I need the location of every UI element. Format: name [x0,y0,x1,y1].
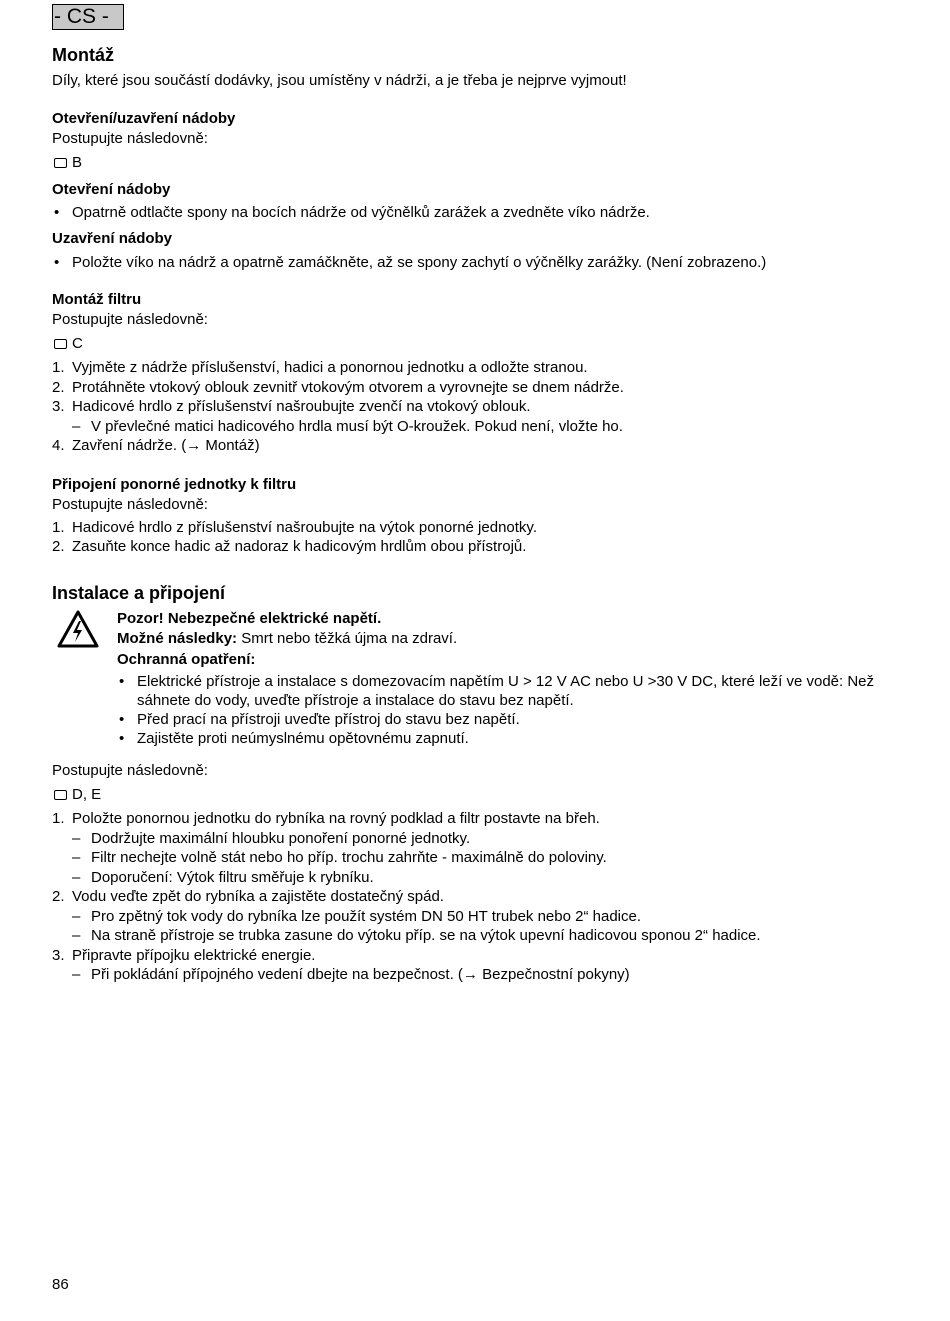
figure-reference [52,153,912,173]
warning-measures-label: Ochranná opatření: [117,650,256,668]
open-container-title: Otevření nádoby [52,181,171,198]
sub-list-item: – Filtr nechejte volně stát nebo ho příp. trochu zahrňte - maximálně do poloviny. [52,848,912,868]
list-item: 4. Zavření nádrže. (→ Montáž) [52,437,260,454]
warning-measures-list [117,672,912,748]
sub-list-item: – Doporučení: Výtok filtru směřuje k rybníku. [52,868,912,888]
list-item: • Položte víko na nádrž a opatrně zamáčkněte, až se spony zachytí o výčnělky zarážky. (Není zobrazeno.) [52,253,912,273]
montaz-intro: Díly, které jsou součástí dodávky, jsou umístěny v nádrži, a je třeba je nejprve vyjmout! [52,72,627,89]
proceed-text: Postupujte následovně: [52,311,208,328]
list-item: 1. Hadicové hrdlo z příslušenství našroubujte na výtok ponorné jednotky. [52,518,537,536]
list-item: 2. Protáhněte vtokový oblouk zevnitř vtokovým otvorem a vyrovnejte se dnem nádrže. [52,378,624,396]
list-item: 1. Položte ponornou jednotku do rybníka na rovný podklad a filtr postavte na břeh. [52,810,600,827]
sub-list-item: – Pro zpětný tok vody do rybníka lze použít systém DN 50 HT trubek nebo 2“ hadice. [52,907,912,927]
list-item: 3. Hadicové hrdlo z příslušenství našroubujte zvenčí na vtokový oblouk. [52,398,531,415]
figure-box-icon [54,158,67,168]
list-item: • Opatrně odtlačte spony na bocích nádrže od výčnělků zarážek a zvedněte víko nádrže. [52,203,912,223]
warning-body [117,609,912,749]
close-container-title: Uzavření nádoby [52,230,173,247]
subsection-title-filter: Montáž filtru [52,291,142,308]
page-number: 86 [52,1276,69,1293]
subsection-title-open-close: Otevření/uzavření nádoby [52,110,236,127]
figure-label: B [72,154,83,171]
figure-reference [52,785,912,805]
warning-box [52,609,912,749]
installation-steps [52,809,912,985]
open-container-list [52,203,912,223]
figure-box-icon [54,339,67,349]
figure-label: C [72,335,83,352]
list-item: • Zajistěte proti neúmyslnému opětovnému zapnutí. [117,729,912,748]
sub-list-item: – V převlečné matici hadicového hrdla musí být O-kroužek. Pokud není, vložte ho. [52,417,912,437]
list-item: • Před prací na přístroji uveďte přístroj do stavu bez napětí. [117,710,912,729]
warning-consequences: Možné následky: Smrt nebo těžká újma na zdraví. [117,630,458,647]
sub-list-item: – Při pokládání přípojného vedení dbejte na bezpečnost. (→ Bezpečnostní pokyny) [52,965,912,985]
list-item: • Elektrické přístroje a instalace s domezovacím napětím U > 12 V AC nebo U >30 V DC, které leží ve vodě: Než sáhnete do vody, uveďte přístroje a instalace do stavu bez napětí. [117,672,912,710]
proceed-text: Postupujte následovně: [52,762,208,779]
section-title-installation: Instalace a připojení [52,582,226,603]
list-item: 2. Zasuňte konce hadic až nadoraz k hadicovým hrdlům obou přístrojů. [52,538,527,555]
page-content [52,42,912,985]
language-tab: - CS - [52,4,124,30]
list-item: 2. Vodu veďte zpět do rybníka a zajistěte dostatečný spád. [52,888,444,905]
sub-list-item: – Dodržujte maximální hloubku ponoření ponorné jednotky. [52,829,912,849]
proceed-text: Postupujte následovně: [52,495,208,513]
list-item: 1. Vyjměte z nádrže příslušenství, hadici a ponornou jednotku a odložte stranou. [52,359,588,376]
pump-connect-steps [52,518,912,557]
figure-label: D, E [72,786,102,803]
sub-list-item: – Na straně přístroje se trubka zasune do výtoku příp. se na výtok upevní hadicovou sponou 2“ hadice. [52,926,912,946]
subsection-title-pump-connect: Připojení ponorné jednotky k filtru [52,475,297,493]
filter-steps [52,358,912,456]
figure-reference [52,334,912,354]
close-container-list [52,253,912,273]
list-item: 3. Připravte přípojku elektrické energie. [52,946,316,964]
section-title-montaz: Montáž [52,45,114,65]
electric-hazard-icon [56,609,100,649]
proceed-text: Postupujte následovně: [52,130,208,147]
warning-headline: Pozor! Nebezpečné elektrické napětí. [117,609,382,627]
figure-box-icon [54,790,67,800]
